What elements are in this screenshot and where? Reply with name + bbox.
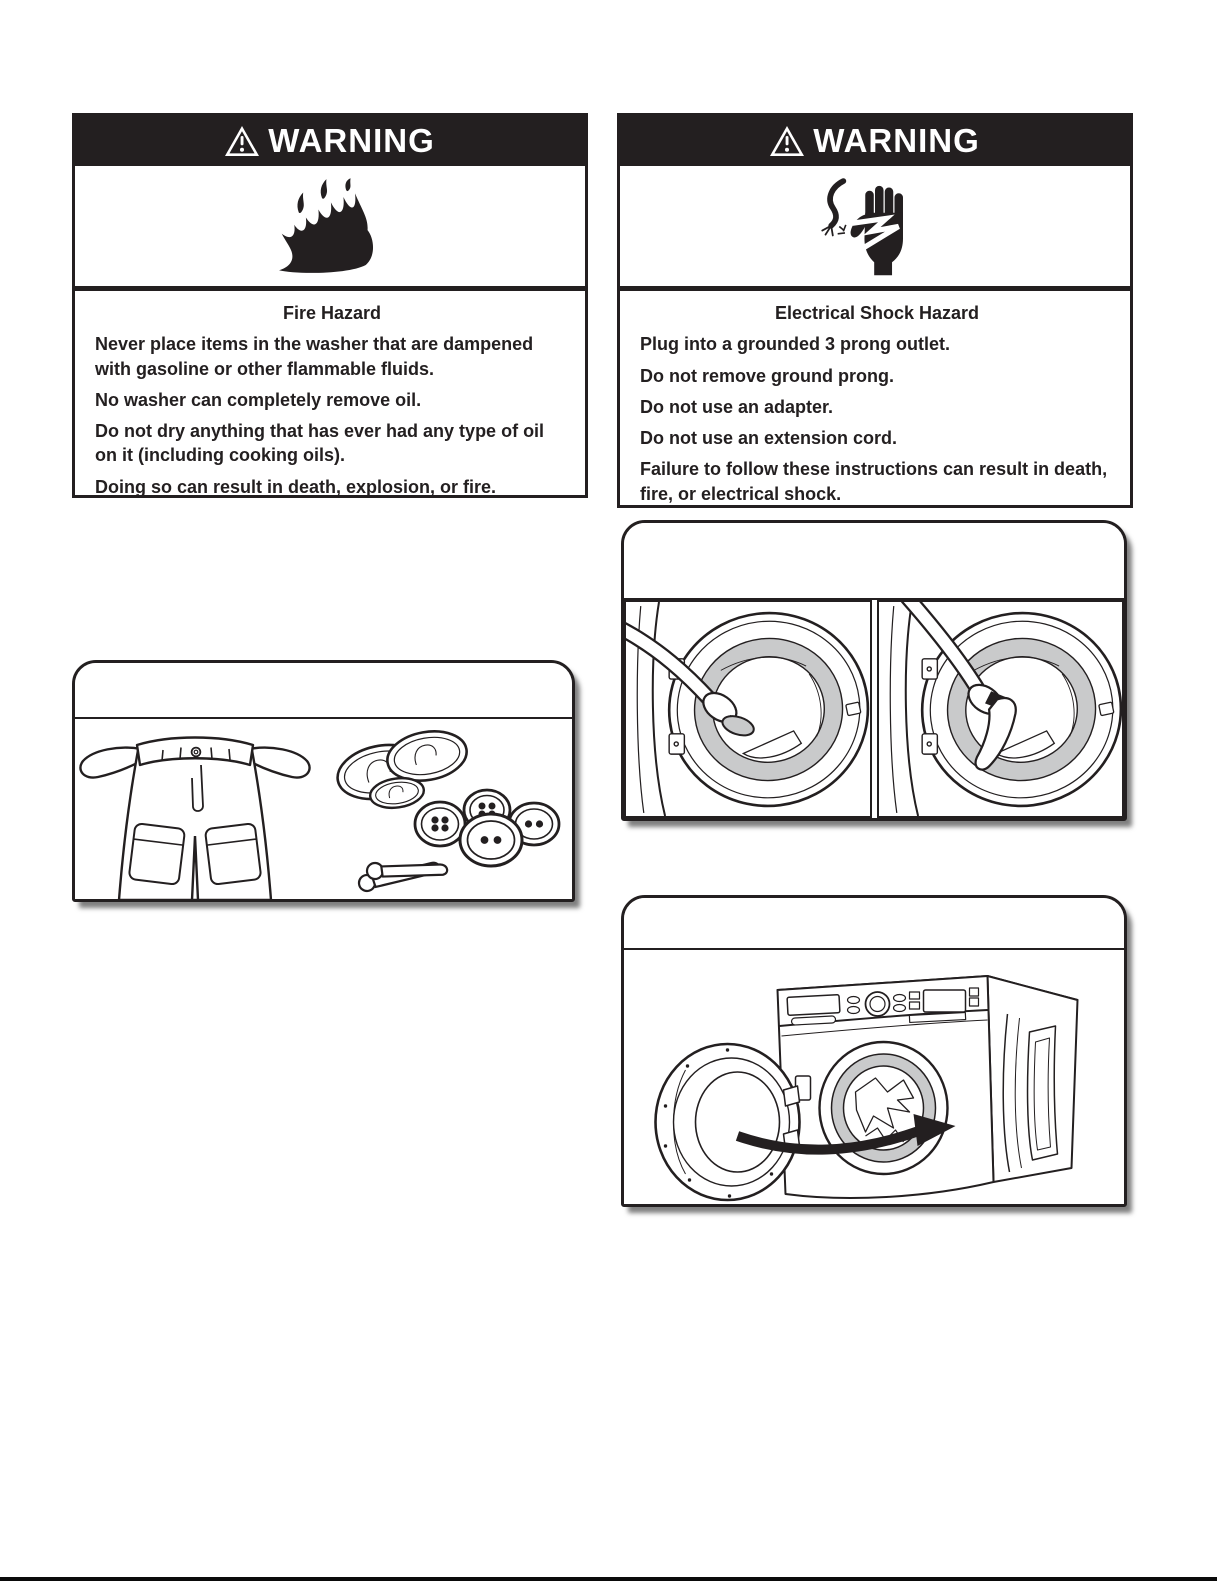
empty-pockets-figure-body: [75, 719, 572, 899]
loading-laundry-into-washer-illustration: [624, 950, 1124, 1204]
electrical-shock-hand-icon: [814, 177, 936, 276]
drum-panel-left: [624, 600, 872, 818]
fire-warning-paragraph: Doing so can result in death, explosion, or fire.: [95, 476, 497, 497]
shock-warning-text: [620, 286, 1130, 513]
shock-hazard-title: Electrical Shock Hazard: [774, 303, 980, 323]
shock-warning-header: [620, 116, 1130, 166]
load-washer-figure-header: [624, 898, 1124, 950]
fire-warning-header: [75, 116, 585, 166]
check-drum-figure-header: [624, 523, 1124, 600]
fire-warning-paragraph: Never place items in the washer that are dampened with gasoline or other flammable fluids.: [95, 334, 534, 379]
empty-pockets-figure-box: [72, 660, 575, 902]
shock-warning-box: [617, 113, 1133, 508]
shock-warning-paragraph: Do not use an extension cord.: [640, 428, 898, 449]
fire-warning-paragraph: No washer can completely remove oil.: [95, 389, 422, 410]
shock-warning-paragraph: Do not use an adapter.: [640, 396, 834, 417]
load-washer-figure-box: [621, 895, 1127, 1207]
fire-warning-box: [72, 113, 588, 498]
empty-pockets-coins-buttons-safety-pins-illustration: [75, 719, 572, 899]
empty-pockets-figure-header: [75, 663, 572, 719]
fire-flames-icon: [271, 178, 389, 275]
fire-warning-icon-area: [75, 166, 585, 286]
fire-hazard-title: Fire Hazard: [282, 303, 382, 323]
drum-panel-right: [877, 600, 1125, 818]
hand-checking-washer-drum-illustration: [626, 602, 870, 816]
shock-warning-paragraph: Do not remove ground prong.: [640, 365, 894, 386]
fire-warning-text: [75, 286, 585, 506]
warning-label: WARNING: [813, 122, 980, 159]
fire-warning-paragraph: Do not dry anything that has ever had any type of oil on it (including cooking oils).: [95, 421, 545, 466]
warning-label: WARNING: [268, 122, 435, 159]
warning-triangle-icon: [225, 126, 259, 156]
page-bottom-rule: [0, 1577, 1217, 1581]
warning-triangle-icon: [770, 126, 804, 156]
shock-warning-paragraph: Plug into a grounded 3 prong outlet.: [640, 334, 950, 355]
check-drum-figure-body: [624, 600, 1124, 818]
load-washer-figure-body: [624, 950, 1124, 1204]
shock-warning-paragraph: Failure to follow these instructions can result in death, fire, or electrical shock.: [640, 459, 1108, 504]
hand-removing-item-from-drum-illustration: [879, 602, 1123, 816]
shock-warning-icon-area: [620, 166, 1130, 286]
check-drum-figure-box: [621, 520, 1127, 821]
